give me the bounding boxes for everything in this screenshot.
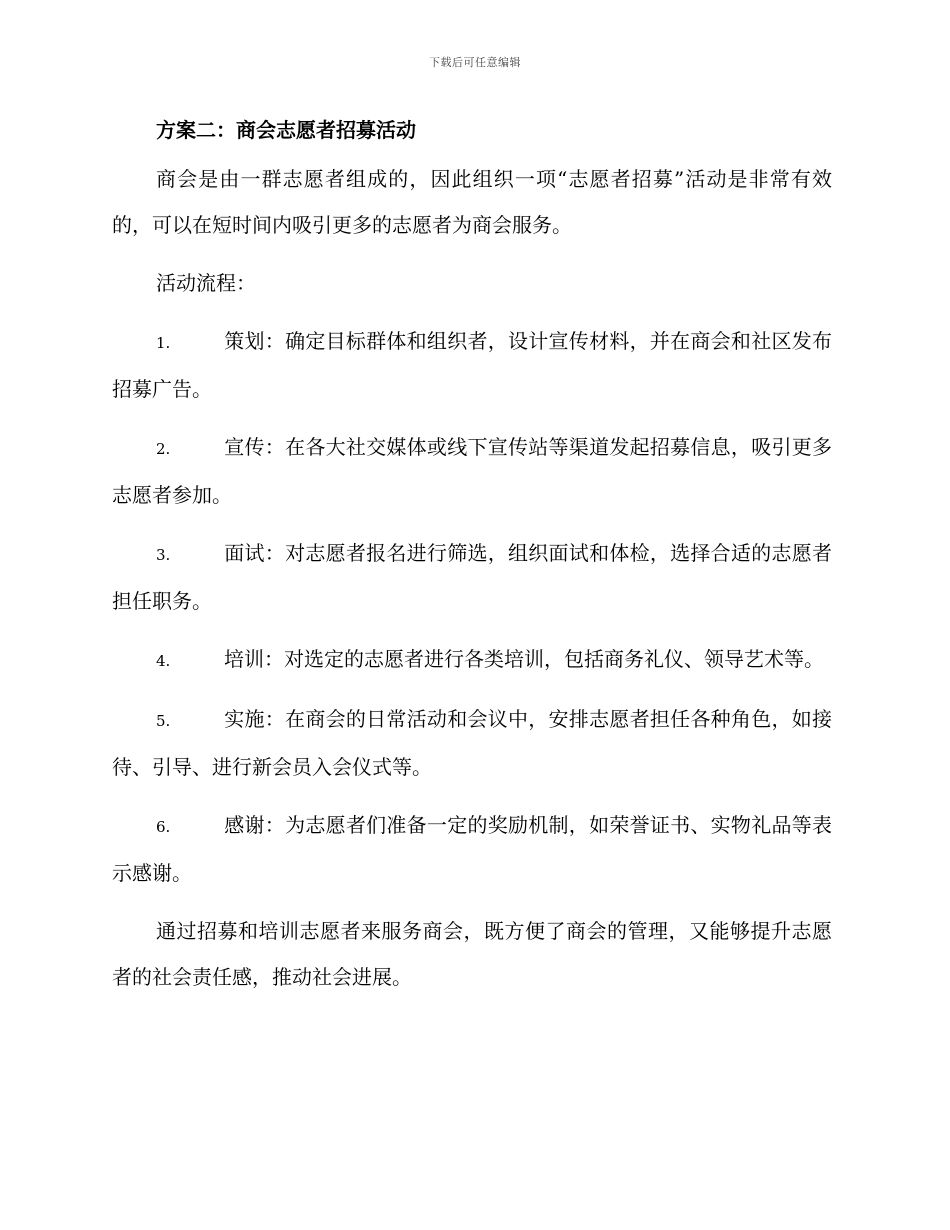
document-title: 方案二：商会志愿者招募活动 xyxy=(156,118,416,142)
list-item xyxy=(112,696,832,790)
list-item xyxy=(112,424,832,518)
list-text: 实施：在商会的日常活动和会议中，安排志愿者担任各种角色，如接待、引导、进行新会员入会仪式等。 xyxy=(112,707,832,779)
list-item xyxy=(112,530,832,624)
list-item xyxy=(112,802,832,896)
list-item xyxy=(112,636,832,684)
list-number: 4. xyxy=(156,652,171,670)
conclusion-paragraph: 通过招募和培训志愿者来服务商会，既方便了商会的管理，又能够提升志愿者的社会责任感，推动社会进展。 xyxy=(112,919,832,989)
document-body xyxy=(112,112,832,1012)
list-number: 5. xyxy=(156,712,171,730)
intro-paragraph: 商会是由一群志愿者组成的，因此组织一项“志愿者招募”活动是非常有效的，可以在短时间内吸引更多的志愿者为商会服务。 xyxy=(112,167,832,237)
list-text: 感谢：为志愿者们准备一定的奖励机制，如荣誉证书、实物礼品等表示感谢。 xyxy=(112,813,832,885)
list-text: 宣传：在各大社交媒体或线下宣传站等渠道发起招募信息，吸引更多志愿者参加。 xyxy=(112,435,832,507)
list-text: 培训：对选定的志愿者进行各类培训，包括商务礼仪、领导艺术等。 xyxy=(224,647,824,671)
list-number: 1. xyxy=(156,334,171,352)
header-note: 下载后可任意编辑 xyxy=(429,56,521,69)
list-number: 2. xyxy=(156,440,171,458)
list-text: 面试：对志愿者报名进行筛选，组织面试和体检，选择合适的志愿者担任职务。 xyxy=(112,541,832,613)
list-number: 3. xyxy=(156,546,171,564)
list-text: 策划：确定目标群体和组织者，设计宣传材料，并在商会和社区发布招募广告。 xyxy=(112,329,832,401)
process-label: 活动流程： xyxy=(156,271,256,295)
list-number: 6. xyxy=(156,818,171,836)
list-item xyxy=(112,318,832,412)
